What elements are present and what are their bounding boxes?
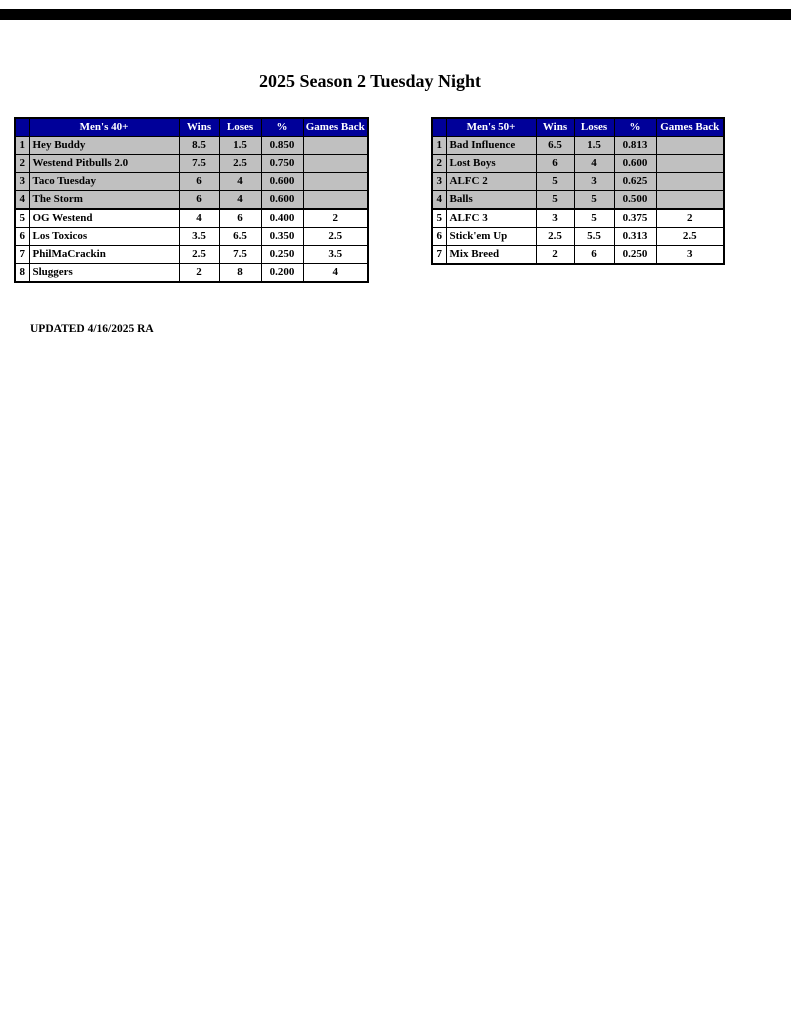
games-back-cell: 2.5 xyxy=(303,228,368,246)
pct-cell: 0.600 xyxy=(261,191,303,210)
rank-cell: 3 xyxy=(432,173,446,191)
games-back-cell xyxy=(656,155,724,173)
wins-cell: 8.5 xyxy=(179,137,219,155)
pct-cell: 0.250 xyxy=(614,246,656,265)
division-header: Men's 40+ xyxy=(29,118,179,137)
rank-cell: 5 xyxy=(15,209,29,228)
wins-cell: 4 xyxy=(179,209,219,228)
standings-table-mens-40 xyxy=(14,117,369,283)
header-corner-cell xyxy=(432,118,446,137)
loses-header: Loses xyxy=(219,118,261,137)
table-row xyxy=(15,191,368,210)
games-back-cell: 2 xyxy=(656,209,724,228)
table-row xyxy=(432,228,724,246)
table-row xyxy=(15,173,368,191)
loses-cell: 4 xyxy=(219,191,261,210)
rank-cell: 7 xyxy=(432,246,446,265)
games-back-cell: 3 xyxy=(656,246,724,265)
pct-cell: 0.600 xyxy=(261,173,303,191)
wins-cell: 7.5 xyxy=(179,155,219,173)
loses-cell: 5 xyxy=(574,209,614,228)
standings-table-mens-50 xyxy=(431,117,725,265)
games-back-cell xyxy=(656,173,724,191)
table-row xyxy=(432,137,724,155)
rank-cell: 6 xyxy=(15,228,29,246)
pct-cell: 0.200 xyxy=(261,264,303,283)
loses-cell: 5.5 xyxy=(574,228,614,246)
loses-cell: 5 xyxy=(574,191,614,210)
page-title: 2025 Season 2 Tuesday Night xyxy=(258,71,482,91)
pct-cell: 0.313 xyxy=(614,228,656,246)
rank-cell: 1 xyxy=(15,137,29,155)
table-header-row xyxy=(432,118,724,137)
wins-cell: 3.5 xyxy=(179,228,219,246)
loses-cell: 1.5 xyxy=(574,137,614,155)
team-cell: ALFC 3 xyxy=(446,209,536,228)
updated-note: UPDATED 4/16/2025 RA xyxy=(30,323,154,335)
team-cell: Los Toxicos xyxy=(29,228,179,246)
rank-cell: 2 xyxy=(15,155,29,173)
wins-header: Wins xyxy=(536,118,574,137)
team-cell: PhilMaCrackin xyxy=(29,246,179,264)
team-cell: Mix Breed xyxy=(446,246,536,265)
wins-cell: 3 xyxy=(536,209,574,228)
scan-artifact-bar xyxy=(0,9,791,20)
games-back-cell xyxy=(303,155,368,173)
rank-cell: 7 xyxy=(15,246,29,264)
games-back-cell: 2.5 xyxy=(656,228,724,246)
pct-cell: 0.500 xyxy=(614,191,656,210)
pct-cell: 0.350 xyxy=(261,228,303,246)
table-row xyxy=(15,155,368,173)
loses-cell: 4 xyxy=(219,173,261,191)
games-back-cell xyxy=(303,191,368,210)
wins-cell: 2.5 xyxy=(536,228,574,246)
rank-cell: 2 xyxy=(432,155,446,173)
wins-cell: 2.5 xyxy=(179,246,219,264)
team-cell: Lost Boys xyxy=(446,155,536,173)
rank-cell: 1 xyxy=(432,137,446,155)
rank-cell: 4 xyxy=(15,191,29,210)
table-row xyxy=(432,155,724,173)
wins-cell: 2 xyxy=(536,246,574,265)
games-back-cell: 2 xyxy=(303,209,368,228)
team-cell: OG Westend xyxy=(29,209,179,228)
team-cell: The Storm xyxy=(29,191,179,210)
loses-cell: 6 xyxy=(219,209,261,228)
table-row xyxy=(15,264,368,283)
division-header: Men's 50+ xyxy=(446,118,536,137)
table-row xyxy=(15,209,368,228)
wins-cell: 5 xyxy=(536,173,574,191)
loses-cell: 8 xyxy=(219,264,261,283)
team-cell: Westend Pitbulls 2.0 xyxy=(29,155,179,173)
loses-cell: 6.5 xyxy=(219,228,261,246)
loses-cell: 3 xyxy=(574,173,614,191)
games-back-cell: 3.5 xyxy=(303,246,368,264)
loses-cell: 4 xyxy=(574,155,614,173)
pct-cell: 0.375 xyxy=(614,209,656,228)
rank-cell: 4 xyxy=(432,191,446,210)
pct-cell: 0.250 xyxy=(261,246,303,264)
table-row xyxy=(432,246,724,265)
pct-cell: 0.850 xyxy=(261,137,303,155)
pct-header: % xyxy=(614,118,656,137)
games-back-cell xyxy=(656,191,724,210)
table-row xyxy=(15,246,368,264)
games-back-header: Games Back xyxy=(656,118,724,137)
pct-cell: 0.625 xyxy=(614,173,656,191)
team-cell: Hey Buddy xyxy=(29,137,179,155)
loses-cell: 1.5 xyxy=(219,137,261,155)
table-row xyxy=(15,228,368,246)
team-cell: Stick'em Up xyxy=(446,228,536,246)
pct-cell: 0.400 xyxy=(261,209,303,228)
wins-cell: 6 xyxy=(179,173,219,191)
rank-cell: 5 xyxy=(432,209,446,228)
wins-header: Wins xyxy=(179,118,219,137)
pct-cell: 0.813 xyxy=(614,137,656,155)
team-cell: ALFC 2 xyxy=(446,173,536,191)
rank-cell: 6 xyxy=(432,228,446,246)
table-header-row xyxy=(15,118,368,137)
loses-cell: 7.5 xyxy=(219,246,261,264)
loses-header: Loses xyxy=(574,118,614,137)
games-back-cell: 4 xyxy=(303,264,368,283)
team-cell: Taco Tuesday xyxy=(29,173,179,191)
rank-cell: 8 xyxy=(15,264,29,283)
wins-cell: 6.5 xyxy=(536,137,574,155)
games-back-cell xyxy=(656,137,724,155)
wins-cell: 6 xyxy=(179,191,219,210)
pct-header: % xyxy=(261,118,303,137)
table-row xyxy=(15,137,368,155)
pct-cell: 0.600 xyxy=(614,155,656,173)
games-back-header: Games Back xyxy=(303,118,368,137)
wins-cell: 6 xyxy=(536,155,574,173)
team-cell: Bad Influence xyxy=(446,137,536,155)
loses-cell: 2.5 xyxy=(219,155,261,173)
table-row xyxy=(432,209,724,228)
header-corner-cell xyxy=(15,118,29,137)
games-back-cell xyxy=(303,137,368,155)
rank-cell: 3 xyxy=(15,173,29,191)
team-cell: Balls xyxy=(446,191,536,210)
wins-cell: 5 xyxy=(536,191,574,210)
pct-cell: 0.750 xyxy=(261,155,303,173)
table-row xyxy=(432,191,724,210)
games-back-cell xyxy=(303,173,368,191)
table-row xyxy=(432,173,724,191)
wins-cell: 2 xyxy=(179,264,219,283)
team-cell: Sluggers xyxy=(29,264,179,283)
loses-cell: 6 xyxy=(574,246,614,265)
